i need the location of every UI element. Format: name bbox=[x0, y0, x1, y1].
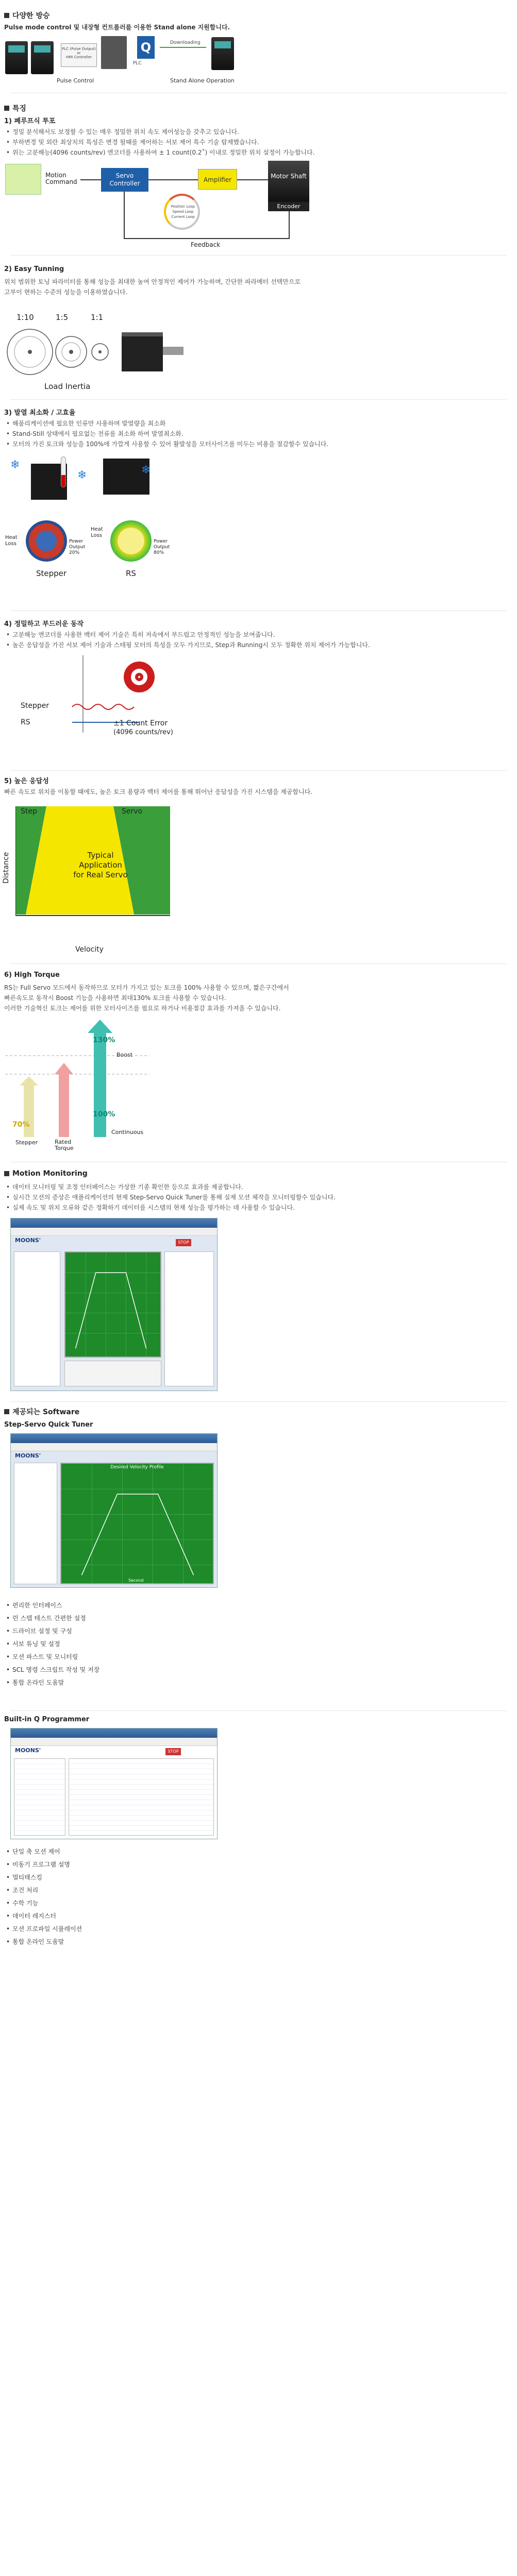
list-item: • 통합 온라인 도움말 bbox=[4, 1676, 210, 1689]
rs-label: RS bbox=[21, 718, 30, 726]
monitoring-screenshot bbox=[10, 1218, 218, 1391]
parameter-panel bbox=[164, 1251, 214, 1386]
rated-torque-bar bbox=[55, 1063, 73, 1137]
divider bbox=[10, 255, 507, 256]
moons-logo: MOONS' bbox=[15, 1452, 41, 1459]
stepper-bar-label: Stepper bbox=[15, 1139, 38, 1146]
list-item: • 멀티태스킹 bbox=[4, 1871, 210, 1884]
heat-line: • 해품리케이션에 필요한 인류만 사용하며 발열량을 최소화 bbox=[4, 418, 509, 429]
moons-logo: MOONS' bbox=[15, 1237, 41, 1244]
motor-box: Motor Shaft bbox=[268, 161, 309, 202]
divider bbox=[10, 1710, 507, 1711]
heat-loss-label: Heat Loss bbox=[91, 527, 103, 538]
stepper-label: Stepper bbox=[36, 569, 67, 578]
stepper-percent-label: 70% bbox=[12, 1121, 30, 1129]
square-bullet-icon bbox=[4, 106, 9, 111]
velocity-profile-line bbox=[76, 1273, 146, 1348]
settings-panel bbox=[14, 1251, 60, 1386]
vibration-title: 4) 정밀하고 부드러운 동작 bbox=[4, 620, 84, 628]
controls-panel bbox=[64, 1361, 161, 1386]
vibration-text bbox=[4, 630, 509, 650]
ratio-label: 1:10 bbox=[16, 313, 34, 322]
settings-panel bbox=[14, 1463, 57, 1584]
arrow-line bbox=[148, 179, 198, 180]
plc-image bbox=[101, 36, 127, 69]
caption-pulse-control: Pulse Control bbox=[57, 77, 94, 84]
loop-labels bbox=[170, 204, 196, 219]
arrow-line bbox=[80, 179, 101, 180]
stepper-power-gauge bbox=[26, 520, 67, 562]
qprogrammer-section bbox=[0, 1716, 517, 1968]
response-line: 빠른 속도로 위치를 이동할 때에도, 높은 토크 용량과 백터 제어를 통해 뛰어난 응답성을 가진 시스템을 제공합니다. bbox=[4, 788, 313, 795]
vibration-line: • 고분해능 엔코더를 사용한 백터 제어 기술은 특히 저속에서 부드럽고 안정적인 성능을 보여줍니다. bbox=[4, 630, 509, 640]
velocity-graph bbox=[64, 1251, 161, 1358]
features-heading bbox=[4, 103, 26, 113]
laptop-image bbox=[5, 164, 41, 195]
servo-label: Servo bbox=[122, 807, 143, 816]
software-heading bbox=[4, 1406, 79, 1417]
velocity-profile-line bbox=[81, 1494, 193, 1575]
intro-heading bbox=[4, 10, 50, 21]
heat-title: 3) 발열 최소화 / 고효율 bbox=[4, 409, 76, 417]
stop-button[interactable]: STOP bbox=[165, 1748, 181, 1755]
square-bullet-icon bbox=[4, 1409, 9, 1414]
divider bbox=[10, 963, 507, 964]
window-titlebar bbox=[11, 1728, 217, 1738]
square-bullet-icon bbox=[4, 1171, 9, 1176]
center-line: for Real Servo bbox=[73, 870, 128, 879]
loop-label: Speed Loop bbox=[172, 210, 194, 214]
stepper-label: Stepper bbox=[21, 702, 49, 710]
velocity-graph bbox=[60, 1463, 214, 1584]
list-item: • 통합 온라인 도움말 bbox=[4, 1936, 210, 1948]
feedback-label: Feedback bbox=[191, 241, 221, 248]
loop-label: Position Loop bbox=[171, 205, 195, 209]
intro-subtitle: Pulse mode control 및 내장형 컨트롤러를 이용한 Stand alone 지원합니다. bbox=[4, 24, 230, 31]
easy-tuning-line: 위치 범위한 토닝 파라미터를 통해 성능을 최대한 높여 안정적인 제어가 가능하며, 간단한 파라메터 선택만으로 bbox=[4, 278, 301, 285]
list-item: • SCL 명령 스크립트 작성 및 저장 bbox=[4, 1664, 210, 1676]
heat-section bbox=[0, 407, 517, 605]
feedback-line bbox=[124, 192, 125, 238]
easy-tuning-title: 2) Easy Tunning bbox=[4, 265, 64, 273]
monitoring-line: • 실시간 모션의 증상은 애플리케이션의 현재 Step-Servo Quick Tuner를 통해 실제 모션 체작을 모니터링할수 있습니다. bbox=[4, 1192, 509, 1202]
disc-small-icon bbox=[92, 344, 108, 360]
downloading-label: Downloading bbox=[170, 40, 201, 45]
rs-power-label: Power Output 80% bbox=[154, 539, 170, 555]
high-torque-line: RS는 Full Servo 모드에서 동작하므로 모터가 가지고 있는 토크를 100% 사용할 수 있으며, 짧은구간에서 bbox=[4, 984, 289, 991]
q-programmer-label: PLC bbox=[133, 61, 142, 66]
high-torque-line: 이러한 기술혁신 토크는 제어를 위한 모터사이즈를 필요로 하거나 비용절감 효과를 가져올 수 있습니다. bbox=[4, 1005, 281, 1012]
closed-loop-text bbox=[4, 127, 509, 158]
panel-line: PLC (Pulse Output) bbox=[62, 47, 96, 51]
intro-section bbox=[0, 0, 517, 88]
software-feature-list bbox=[4, 1599, 210, 1689]
high-torque-line: 빠른속도로 동작시 Boost 기능을 사용하면 최대130% 토크를 사용할 수 있습니다. bbox=[4, 994, 226, 1002]
list-item: • 모션 프로파일 시뮬레이션 bbox=[4, 1923, 210, 1936]
panel-line: HMI Controller bbox=[65, 55, 92, 59]
window-menubar bbox=[11, 1738, 217, 1746]
program-editor bbox=[69, 1758, 214, 1836]
rs-power-gauge bbox=[110, 520, 152, 562]
software-title: 제공되는 Software bbox=[12, 1408, 80, 1416]
high-torque-section bbox=[0, 971, 517, 1157]
tuner-title: Step-Servo Quick Tuner bbox=[4, 1421, 93, 1429]
list-item: • 데이터 레지스터 bbox=[4, 1910, 210, 1923]
closed-loop-line: • 부하변경 및 외란 최상치의 특성은 변경 될때를 제어하는 서보 제어 특수 기술 탑재했습니다. bbox=[4, 137, 509, 147]
continuous-label: Continuous bbox=[111, 1129, 144, 1136]
monitoring-text bbox=[4, 1182, 509, 1213]
plc-panel bbox=[61, 43, 97, 67]
heat-line: • Stand-Still 상태에서 필요없는 전류를 최소화 하여 발열최소화. bbox=[4, 429, 509, 439]
snowflake-icon: ❄ bbox=[141, 464, 151, 477]
qprogrammer-title: Built-in Q Programmer bbox=[4, 1716, 90, 1723]
monitoring-title: Motion Monitoring bbox=[12, 1170, 88, 1178]
closed-loop-title: 1) 폐루프식 투포 bbox=[4, 117, 56, 125]
command-list bbox=[14, 1758, 65, 1836]
list-item: • 런 스텝 테스트 간편한 설정 bbox=[4, 1612, 210, 1625]
easy-tuning-line: 고부이 현하는 수준의 성능을 이용하였습니다. bbox=[4, 289, 128, 296]
list-item: • 편리한 인터페이스 bbox=[4, 1599, 210, 1612]
stepper-power-label: Power Output 20% bbox=[69, 539, 86, 555]
snowflake-icon: ❄ bbox=[10, 459, 20, 471]
features-title: 특징 bbox=[12, 105, 27, 113]
high-torque-title: 6) High Torque bbox=[4, 971, 60, 979]
typical-application-text bbox=[57, 851, 144, 880]
tuner-screenshot bbox=[10, 1433, 218, 1588]
drive-image-2 bbox=[31, 41, 54, 74]
q-logo-icon: Q bbox=[137, 36, 155, 59]
load-inertia-label: Load Inertia bbox=[44, 382, 91, 391]
heat-text bbox=[4, 418, 509, 449]
monitoring-section bbox=[0, 1170, 517, 1396]
divider bbox=[10, 399, 507, 400]
boost-percent-label: 130% bbox=[93, 1036, 115, 1044]
qprogrammer-feature-list bbox=[4, 1845, 210, 1948]
list-item: • 조건 처리 bbox=[4, 1884, 210, 1897]
velocity-axis-label: Velocity bbox=[75, 945, 104, 954]
servo-controller-box: Servo Controller bbox=[101, 168, 148, 192]
disc-large-icon bbox=[7, 329, 53, 375]
snowflake-icon: ❄ bbox=[77, 469, 87, 482]
caption-stand-alone: Stand Alone Operation bbox=[170, 77, 235, 84]
panel-line: or bbox=[77, 51, 81, 55]
list-item: • 드라이브 설정 및 구성 bbox=[4, 1625, 210, 1638]
window-titlebar bbox=[11, 1434, 217, 1443]
stepper-wave bbox=[72, 704, 134, 709]
drive-image-3 bbox=[211, 37, 234, 70]
list-item: • 단일 축 모션 제어 bbox=[4, 1845, 210, 1858]
heat-loss-label: Heat Loss bbox=[5, 535, 18, 547]
qprogrammer-screenshot bbox=[10, 1728, 218, 1839]
response-title: 5) 높은 응답성 bbox=[4, 777, 49, 785]
response-text bbox=[4, 787, 509, 797]
intro-title: 다양한 방승 bbox=[12, 12, 50, 20]
list-item: • 모션 파스트 및 모니터링 bbox=[4, 1651, 210, 1664]
distance-axis-label: Distance bbox=[2, 852, 10, 884]
rated-torque-label: Rated Torque bbox=[55, 1139, 74, 1151]
stop-button[interactable]: STOP bbox=[176, 1239, 191, 1246]
rs-percent-label: 100% bbox=[93, 1110, 115, 1118]
window-menubar bbox=[11, 1443, 217, 1451]
list-item: • 수학 기능 bbox=[4, 1897, 210, 1910]
monitoring-heading bbox=[4, 1170, 88, 1178]
graph-title: Desired Velocity Profile bbox=[110, 1465, 164, 1470]
count-error-label: ±1 Count Error bbox=[113, 719, 168, 727]
amplifier-box: Amplifier bbox=[198, 169, 237, 190]
monitoring-line: • 데이터 모니터링 및 조정 인터페이스는 가상한 기종 확인한 등으로 효과를 제공합니다. bbox=[4, 1182, 509, 1192]
step-label: Step bbox=[21, 807, 37, 816]
thermometer-icon bbox=[61, 456, 66, 487]
feedback-line bbox=[289, 211, 290, 239]
window-menubar bbox=[11, 1228, 217, 1236]
high-torque-text bbox=[4, 982, 509, 1013]
target-icon bbox=[124, 662, 155, 692]
encoder-box: Encoder bbox=[268, 202, 309, 211]
divider bbox=[10, 1401, 507, 1402]
square-bullet-icon bbox=[4, 13, 9, 18]
download-arrow bbox=[160, 47, 206, 48]
divider bbox=[10, 770, 507, 771]
moons-logo: MOONS' bbox=[15, 1747, 41, 1754]
window-titlebar bbox=[11, 1218, 217, 1228]
center-line: Typical bbox=[87, 851, 114, 860]
easy-tuning-text bbox=[4, 277, 509, 297]
vibration-line: • 높은 응답성을 가진 서보 제어 기술과 스테핑 모터의 특성을 모두 가지므로, Step과 Running시 모두 정확한 위치 제어가 가능합니다. bbox=[4, 640, 509, 650]
response-section bbox=[0, 775, 517, 961]
ratio-label: 1:1 bbox=[91, 313, 104, 322]
closed-loop-line: • 위는 고분해능(4096 counts/rev) 엔코더를 사용하여 ± 1 count(0.2˚) 이내로 정밀한 위치 설정이 가능합니다. bbox=[4, 147, 509, 158]
closed-loop-line: • 정밀 분석해서도 보정할 수 있는 매우 정밀한 위치 속도 제어성능을 갖추고 있습니다. bbox=[4, 127, 509, 137]
disc-medium-icon bbox=[56, 336, 87, 367]
software-section bbox=[0, 1406, 517, 1710]
monitoring-line: • 실제 속도 및 위치 오류와 같은 정확하기 데이터를 시스템의 현재 성능을 평가하는 데 사용할 수 있습니다. bbox=[4, 1202, 509, 1213]
vibration-section bbox=[0, 618, 517, 765]
x-axis-label: Second bbox=[128, 1578, 144, 1583]
boost-label: Boost bbox=[116, 1052, 133, 1058]
feedback-line bbox=[124, 238, 289, 239]
rs-label: RS bbox=[126, 569, 136, 578]
arrow-line bbox=[237, 179, 268, 180]
ratio-label: 1:5 bbox=[56, 313, 69, 322]
inertia-discs bbox=[5, 326, 201, 383]
list-item: • 비동기 프로그램 설명 bbox=[4, 1858, 210, 1871]
heat-line: • 모터의 가진 토크와 성능을 100%에 가깝게 사용할 수 있어 활발성을 모터사이즈를 미두는 비용을 절감할수 있습니다. bbox=[4, 439, 509, 449]
drive-image-1 bbox=[5, 41, 28, 74]
center-line: Application bbox=[79, 860, 122, 870]
loop-label: Current Loop bbox=[171, 215, 195, 219]
servo-motor-icon bbox=[122, 332, 184, 371]
motion-command-label: Motion Command bbox=[45, 172, 77, 185]
list-item: • 서보 튜닝 및 설정 bbox=[4, 1638, 210, 1651]
easy-tuning-section bbox=[0, 265, 517, 394]
count-note-label: (4096 counts/rev) bbox=[113, 728, 173, 736]
